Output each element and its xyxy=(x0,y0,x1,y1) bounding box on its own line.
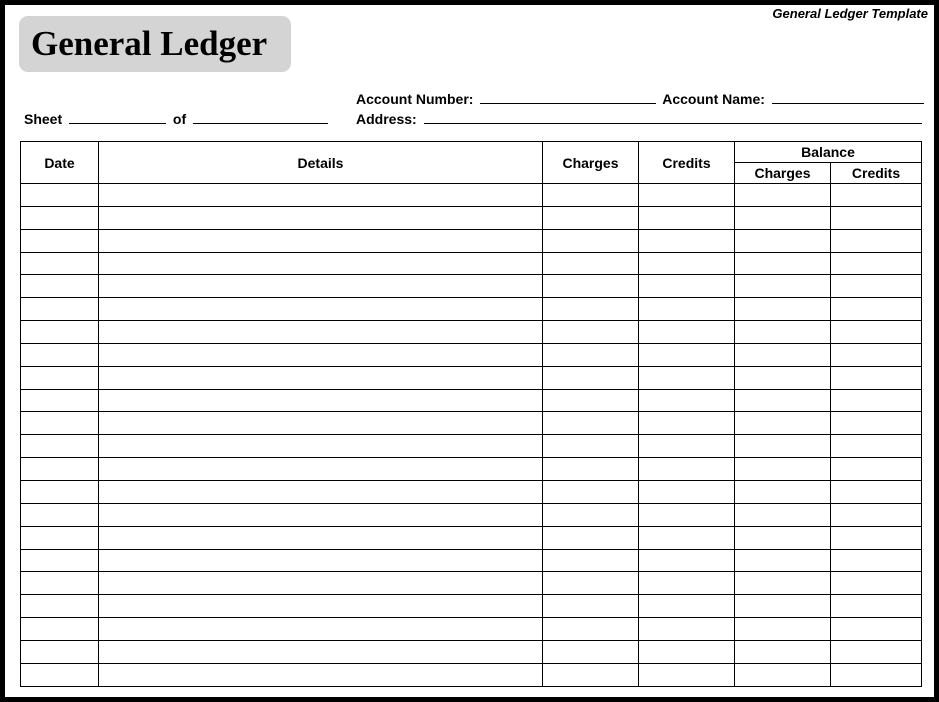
cell-balance-credits[interactable] xyxy=(831,366,922,389)
header-charges: Charges xyxy=(543,142,639,184)
table-row xyxy=(21,412,922,435)
cell-date[interactable] xyxy=(21,503,99,526)
table-row xyxy=(21,595,922,618)
page-title: General Ledger xyxy=(31,24,268,63)
cell-balance-charges[interactable] xyxy=(735,298,831,321)
cell-balance-credits[interactable] xyxy=(831,526,922,549)
table-row xyxy=(21,618,922,641)
cell-date[interactable] xyxy=(21,480,99,503)
cell-details[interactable] xyxy=(99,252,543,275)
cell-balance-charges[interactable] xyxy=(735,480,831,503)
cell-balance-credits[interactable] xyxy=(831,503,922,526)
cell-date[interactable] xyxy=(21,343,99,366)
table-row xyxy=(21,572,922,595)
cell-credits[interactable] xyxy=(639,458,735,481)
cell-credits[interactable] xyxy=(639,412,735,435)
address-label: Address: xyxy=(356,111,417,127)
cell-charges[interactable] xyxy=(543,412,639,435)
cell-credits[interactable] xyxy=(639,480,735,503)
cell-credits[interactable] xyxy=(639,321,735,344)
sheet-field-row xyxy=(24,111,328,127)
cell-balance-credits[interactable] xyxy=(831,595,922,618)
title-box xyxy=(19,16,291,72)
table-row xyxy=(21,184,922,207)
address-field[interactable] xyxy=(424,111,922,124)
cell-balance-credits[interactable] xyxy=(831,298,922,321)
table-row xyxy=(21,435,922,458)
cell-details[interactable] xyxy=(99,321,543,344)
cell-credits[interactable] xyxy=(639,618,735,641)
cell-details[interactable] xyxy=(99,229,543,252)
cell-balance-charges[interactable] xyxy=(735,184,831,207)
cell-charges[interactable] xyxy=(543,549,639,572)
cell-date[interactable] xyxy=(21,526,99,549)
cell-balance-credits[interactable] xyxy=(831,412,922,435)
table-row xyxy=(21,526,922,549)
cell-balance-credits[interactable] xyxy=(831,458,922,481)
cell-balance-charges[interactable] xyxy=(735,549,831,572)
header-credits: Credits xyxy=(639,142,735,184)
cell-details[interactable] xyxy=(99,184,543,207)
table-row xyxy=(21,503,922,526)
cell-balance-charges[interactable] xyxy=(735,206,831,229)
ledger-table xyxy=(20,141,922,687)
cell-details[interactable] xyxy=(99,412,543,435)
table-row xyxy=(21,275,922,298)
cell-credits[interactable] xyxy=(639,229,735,252)
cell-details[interactable] xyxy=(99,526,543,549)
cell-charges[interactable] xyxy=(543,184,639,207)
account-name-field[interactable] xyxy=(772,91,924,104)
cell-date[interactable] xyxy=(21,458,99,481)
cell-charges[interactable] xyxy=(543,480,639,503)
cell-charges[interactable] xyxy=(543,229,639,252)
table-row xyxy=(21,252,922,275)
cell-date[interactable] xyxy=(21,321,99,344)
table-row xyxy=(21,229,922,252)
cell-balance-charges[interactable] xyxy=(735,366,831,389)
cell-date[interactable] xyxy=(21,618,99,641)
header-balance-credits: Credits xyxy=(831,163,922,184)
sheet-total-field[interactable] xyxy=(193,111,328,124)
cell-balance-credits[interactable] xyxy=(831,252,922,275)
cell-balance-credits[interactable] xyxy=(831,640,922,663)
cell-credits[interactable] xyxy=(639,549,735,572)
cell-credits[interactable] xyxy=(639,389,735,412)
table-row xyxy=(21,366,922,389)
cell-balance-credits[interactable] xyxy=(831,549,922,572)
cell-charges[interactable] xyxy=(543,389,639,412)
cell-date[interactable] xyxy=(21,184,99,207)
account-number-field[interactable] xyxy=(480,91,656,104)
account-field-row xyxy=(356,91,924,107)
cell-date[interactable] xyxy=(21,549,99,572)
table-row xyxy=(21,321,922,344)
cell-date[interactable] xyxy=(21,252,99,275)
cell-credits[interactable] xyxy=(639,343,735,366)
cell-balance-credits[interactable] xyxy=(831,389,922,412)
cell-charges[interactable] xyxy=(543,458,639,481)
cell-date[interactable] xyxy=(21,640,99,663)
cell-details[interactable] xyxy=(99,366,543,389)
cell-date[interactable] xyxy=(21,435,99,458)
cell-charges[interactable] xyxy=(543,640,639,663)
cell-charges[interactable] xyxy=(543,298,639,321)
cell-details[interactable] xyxy=(99,549,543,572)
sheet-number-field[interactable] xyxy=(69,111,166,124)
cell-credits[interactable] xyxy=(639,184,735,207)
sheet-label: Sheet xyxy=(24,111,63,127)
cell-balance-charges[interactable] xyxy=(735,663,831,686)
cell-date[interactable] xyxy=(21,595,99,618)
template-label: General Ledger Template xyxy=(772,6,928,21)
cell-charges[interactable] xyxy=(543,595,639,618)
cell-balance-credits[interactable] xyxy=(831,572,922,595)
cell-balance-charges[interactable] xyxy=(735,343,831,366)
cell-balance-credits[interactable] xyxy=(831,184,922,207)
cell-date[interactable] xyxy=(21,389,99,412)
table-row xyxy=(21,298,922,321)
cell-date[interactable] xyxy=(21,412,99,435)
cell-balance-credits[interactable] xyxy=(831,663,922,686)
cell-balance-charges[interactable] xyxy=(735,389,831,412)
cell-details[interactable] xyxy=(99,618,543,641)
cell-details[interactable] xyxy=(99,595,543,618)
cell-balance-credits[interactable] xyxy=(831,618,922,641)
table-row xyxy=(21,640,922,663)
cell-balance-credits[interactable] xyxy=(831,480,922,503)
cell-charges[interactable] xyxy=(543,503,639,526)
cell-charges[interactable] xyxy=(543,435,639,458)
cell-charges[interactable] xyxy=(543,321,639,344)
table-row xyxy=(21,458,922,481)
cell-balance-credits[interactable] xyxy=(831,321,922,344)
cell-balance-charges[interactable] xyxy=(735,275,831,298)
cell-credits[interactable] xyxy=(639,595,735,618)
cell-details[interactable] xyxy=(99,275,543,298)
cell-details[interactable] xyxy=(99,640,543,663)
cell-balance-charges[interactable] xyxy=(735,229,831,252)
cell-credits[interactable] xyxy=(639,275,735,298)
cell-details[interactable] xyxy=(99,663,543,686)
cell-date[interactable] xyxy=(21,229,99,252)
cell-charges[interactable] xyxy=(543,206,639,229)
cell-details[interactable] xyxy=(99,480,543,503)
cell-balance-charges[interactable] xyxy=(735,458,831,481)
cell-balance-charges[interactable] xyxy=(735,412,831,435)
cell-balance-charges[interactable] xyxy=(735,595,831,618)
ledger-body xyxy=(21,184,922,687)
cell-details[interactable] xyxy=(99,206,543,229)
cell-date[interactable] xyxy=(21,366,99,389)
table-row xyxy=(21,206,922,229)
cell-date[interactable] xyxy=(21,275,99,298)
cell-charges[interactable] xyxy=(543,572,639,595)
cell-details[interactable] xyxy=(99,435,543,458)
of-label: of xyxy=(172,111,187,127)
table-row xyxy=(21,343,922,366)
cell-balance-credits[interactable] xyxy=(831,275,922,298)
cell-balance-credits[interactable] xyxy=(831,435,922,458)
cell-balance-charges[interactable] xyxy=(735,640,831,663)
cell-credits[interactable] xyxy=(639,206,735,229)
header-details: Details xyxy=(99,142,543,184)
table-row xyxy=(21,480,922,503)
cell-date[interactable] xyxy=(21,572,99,595)
header-balance: Balance xyxy=(735,142,922,163)
cell-credits[interactable] xyxy=(639,298,735,321)
cell-details[interactable] xyxy=(99,389,543,412)
cell-credits[interactable] xyxy=(639,640,735,663)
account-number-label: Account Number: xyxy=(356,91,474,107)
address-field-row xyxy=(356,111,922,127)
cell-credits[interactable] xyxy=(639,572,735,595)
cell-date[interactable] xyxy=(21,206,99,229)
cell-charges[interactable] xyxy=(543,526,639,549)
cell-date[interactable] xyxy=(21,298,99,321)
header-date: Date xyxy=(21,142,99,184)
cell-balance-charges[interactable] xyxy=(735,252,831,275)
cell-charges[interactable] xyxy=(543,252,639,275)
cell-credits[interactable] xyxy=(639,526,735,549)
cell-charges[interactable] xyxy=(543,663,639,686)
cell-balance-charges[interactable] xyxy=(735,572,831,595)
table-row xyxy=(21,549,922,572)
cell-charges[interactable] xyxy=(543,343,639,366)
cell-balance-credits[interactable] xyxy=(831,229,922,252)
cell-charges[interactable] xyxy=(543,618,639,641)
cell-details[interactable] xyxy=(99,298,543,321)
cell-balance-charges[interactable] xyxy=(735,435,831,458)
cell-balance-charges[interactable] xyxy=(735,618,831,641)
account-name-label: Account Name: xyxy=(662,91,765,107)
cell-details[interactable] xyxy=(99,572,543,595)
table-row xyxy=(21,663,922,686)
cell-details[interactable] xyxy=(99,343,543,366)
cell-credits[interactable] xyxy=(639,366,735,389)
cell-balance-charges[interactable] xyxy=(735,321,831,344)
cell-charges[interactable] xyxy=(543,366,639,389)
cell-charges[interactable] xyxy=(543,275,639,298)
header-balance-charges: Charges xyxy=(735,163,831,184)
cell-balance-credits[interactable] xyxy=(831,343,922,366)
cell-details[interactable] xyxy=(99,458,543,481)
cell-date[interactable] xyxy=(21,663,99,686)
cell-credits[interactable] xyxy=(639,435,735,458)
cell-credits[interactable] xyxy=(639,252,735,275)
cell-balance-charges[interactable] xyxy=(735,503,831,526)
cell-details[interactable] xyxy=(99,503,543,526)
cell-credits[interactable] xyxy=(639,663,735,686)
cell-balance-charges[interactable] xyxy=(735,526,831,549)
table-row xyxy=(21,389,922,412)
cell-balance-credits[interactable] xyxy=(831,206,922,229)
cell-credits[interactable] xyxy=(639,503,735,526)
